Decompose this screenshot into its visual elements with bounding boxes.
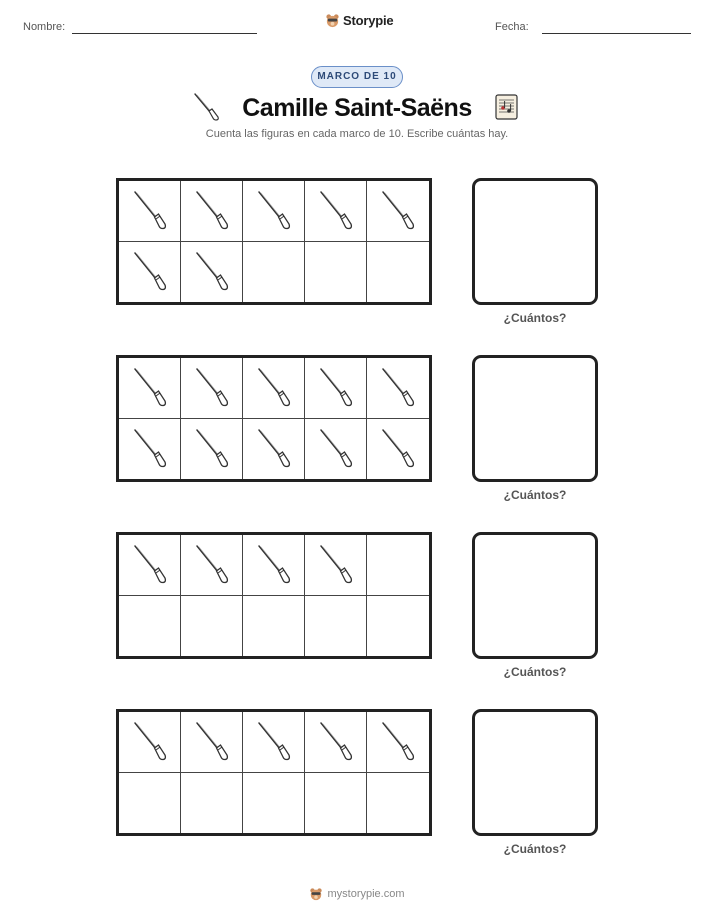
date-label: Fecha: — [495, 21, 529, 33]
brand-name: Storypie — [343, 13, 394, 28]
frame-cell-filled — [119, 535, 181, 596]
frame-cell-empty — [119, 773, 181, 834]
frame-cell-filled — [119, 419, 181, 480]
baton-icon — [380, 367, 416, 409]
baton-icon — [318, 544, 354, 586]
frame-cell-empty — [181, 773, 243, 834]
frame-cell-empty — [243, 773, 305, 834]
worksheet-header — [0, 0, 714, 50]
baton-icon — [194, 251, 230, 293]
sheet-music-icon — [493, 93, 520, 121]
worksheet-title: Camille Saint-Saëns — [242, 94, 472, 122]
baton-icon — [132, 367, 168, 409]
bear-mascot-icon — [309, 887, 323, 901]
frame-cell-filled — [243, 712, 305, 773]
frame-cell-filled — [243, 419, 305, 480]
answer-box[interactable] — [472, 178, 598, 305]
frame-cell-empty — [243, 596, 305, 657]
frame-cell-filled — [367, 712, 429, 773]
answer-question-label: ¿Cuántos? — [503, 665, 567, 679]
frame-cell-empty — [305, 773, 367, 834]
answer-question-label: ¿Cuántos? — [503, 842, 567, 856]
baton-icon — [132, 251, 168, 293]
baton-icon — [318, 190, 354, 232]
frame-cell-filled — [181, 712, 243, 773]
answer-box[interactable] — [472, 355, 598, 482]
frame-cell-filled — [367, 358, 429, 419]
ten-frame — [116, 532, 432, 659]
answer-box[interactable] — [472, 709, 598, 836]
frame-cell-empty — [305, 242, 367, 303]
baton-icon — [318, 367, 354, 409]
frame-cell-filled — [181, 419, 243, 480]
frame-cell-empty — [305, 596, 367, 657]
baton-icon — [194, 721, 230, 763]
frame-cell-filled — [243, 535, 305, 596]
frame-cell-empty — [119, 596, 181, 657]
frame-cell-filled — [243, 358, 305, 419]
frame-cell-filled — [119, 242, 181, 303]
frame-cell-filled — [181, 181, 243, 242]
baton-icon — [256, 721, 292, 763]
baton-icon — [132, 428, 168, 470]
frame-cell-filled — [305, 535, 367, 596]
frame-cell-filled — [305, 181, 367, 242]
frame-cell-empty — [367, 773, 429, 834]
ten-frame — [116, 355, 432, 482]
frame-cell-filled — [367, 419, 429, 480]
baton-icon — [192, 92, 220, 122]
footer-url: mystorypie.com — [327, 888, 405, 900]
frame-cell-filled — [181, 242, 243, 303]
frame-cell-filled — [305, 712, 367, 773]
baton-icon — [256, 190, 292, 232]
instructions: Cuenta las figuras en cada marco de 10. Escribe cuántas hay. — [205, 128, 509, 140]
baton-icon — [256, 367, 292, 409]
ten-frame — [116, 178, 432, 305]
frame-cell-filled — [243, 181, 305, 242]
frame-cell-empty — [367, 596, 429, 657]
brand-logo — [325, 13, 393, 28]
frame-cell-empty — [181, 596, 243, 657]
name-line[interactable] — [72, 33, 257, 34]
baton-icon — [194, 367, 230, 409]
worksheet-type-badge: MARCO DE 10 — [311, 66, 403, 88]
baton-icon — [318, 721, 354, 763]
frame-cell-filled — [305, 358, 367, 419]
title-row — [0, 90, 714, 126]
baton-icon — [194, 428, 230, 470]
frame-cell-filled — [181, 535, 243, 596]
baton-icon — [132, 721, 168, 763]
baton-icon — [132, 544, 168, 586]
frame-cell-filled — [119, 358, 181, 419]
frame-cell-empty — [243, 242, 305, 303]
baton-icon — [256, 544, 292, 586]
answer-box[interactable] — [472, 532, 598, 659]
date-line[interactable] — [542, 33, 691, 34]
frame-cell-filled — [119, 181, 181, 242]
baton-icon — [132, 190, 168, 232]
frame-cell-filled — [119, 712, 181, 773]
frame-cell-empty — [367, 535, 429, 596]
frame-cell-empty — [367, 242, 429, 303]
frame-cell-filled — [181, 358, 243, 419]
baton-icon — [380, 190, 416, 232]
baton-icon — [318, 428, 354, 470]
baton-icon — [380, 721, 416, 763]
answer-question-label: ¿Cuántos? — [503, 488, 567, 502]
name-label: Nombre: — [23, 21, 66, 33]
answer-question-label: ¿Cuántos? — [503, 311, 567, 325]
baton-icon — [380, 428, 416, 470]
bear-mascot-icon — [325, 13, 340, 28]
frame-cell-filled — [305, 419, 367, 480]
baton-icon — [194, 190, 230, 232]
footer — [0, 887, 714, 901]
ten-frame — [116, 709, 432, 836]
frame-cell-filled — [367, 181, 429, 242]
baton-icon — [194, 544, 230, 586]
baton-icon — [256, 428, 292, 470]
